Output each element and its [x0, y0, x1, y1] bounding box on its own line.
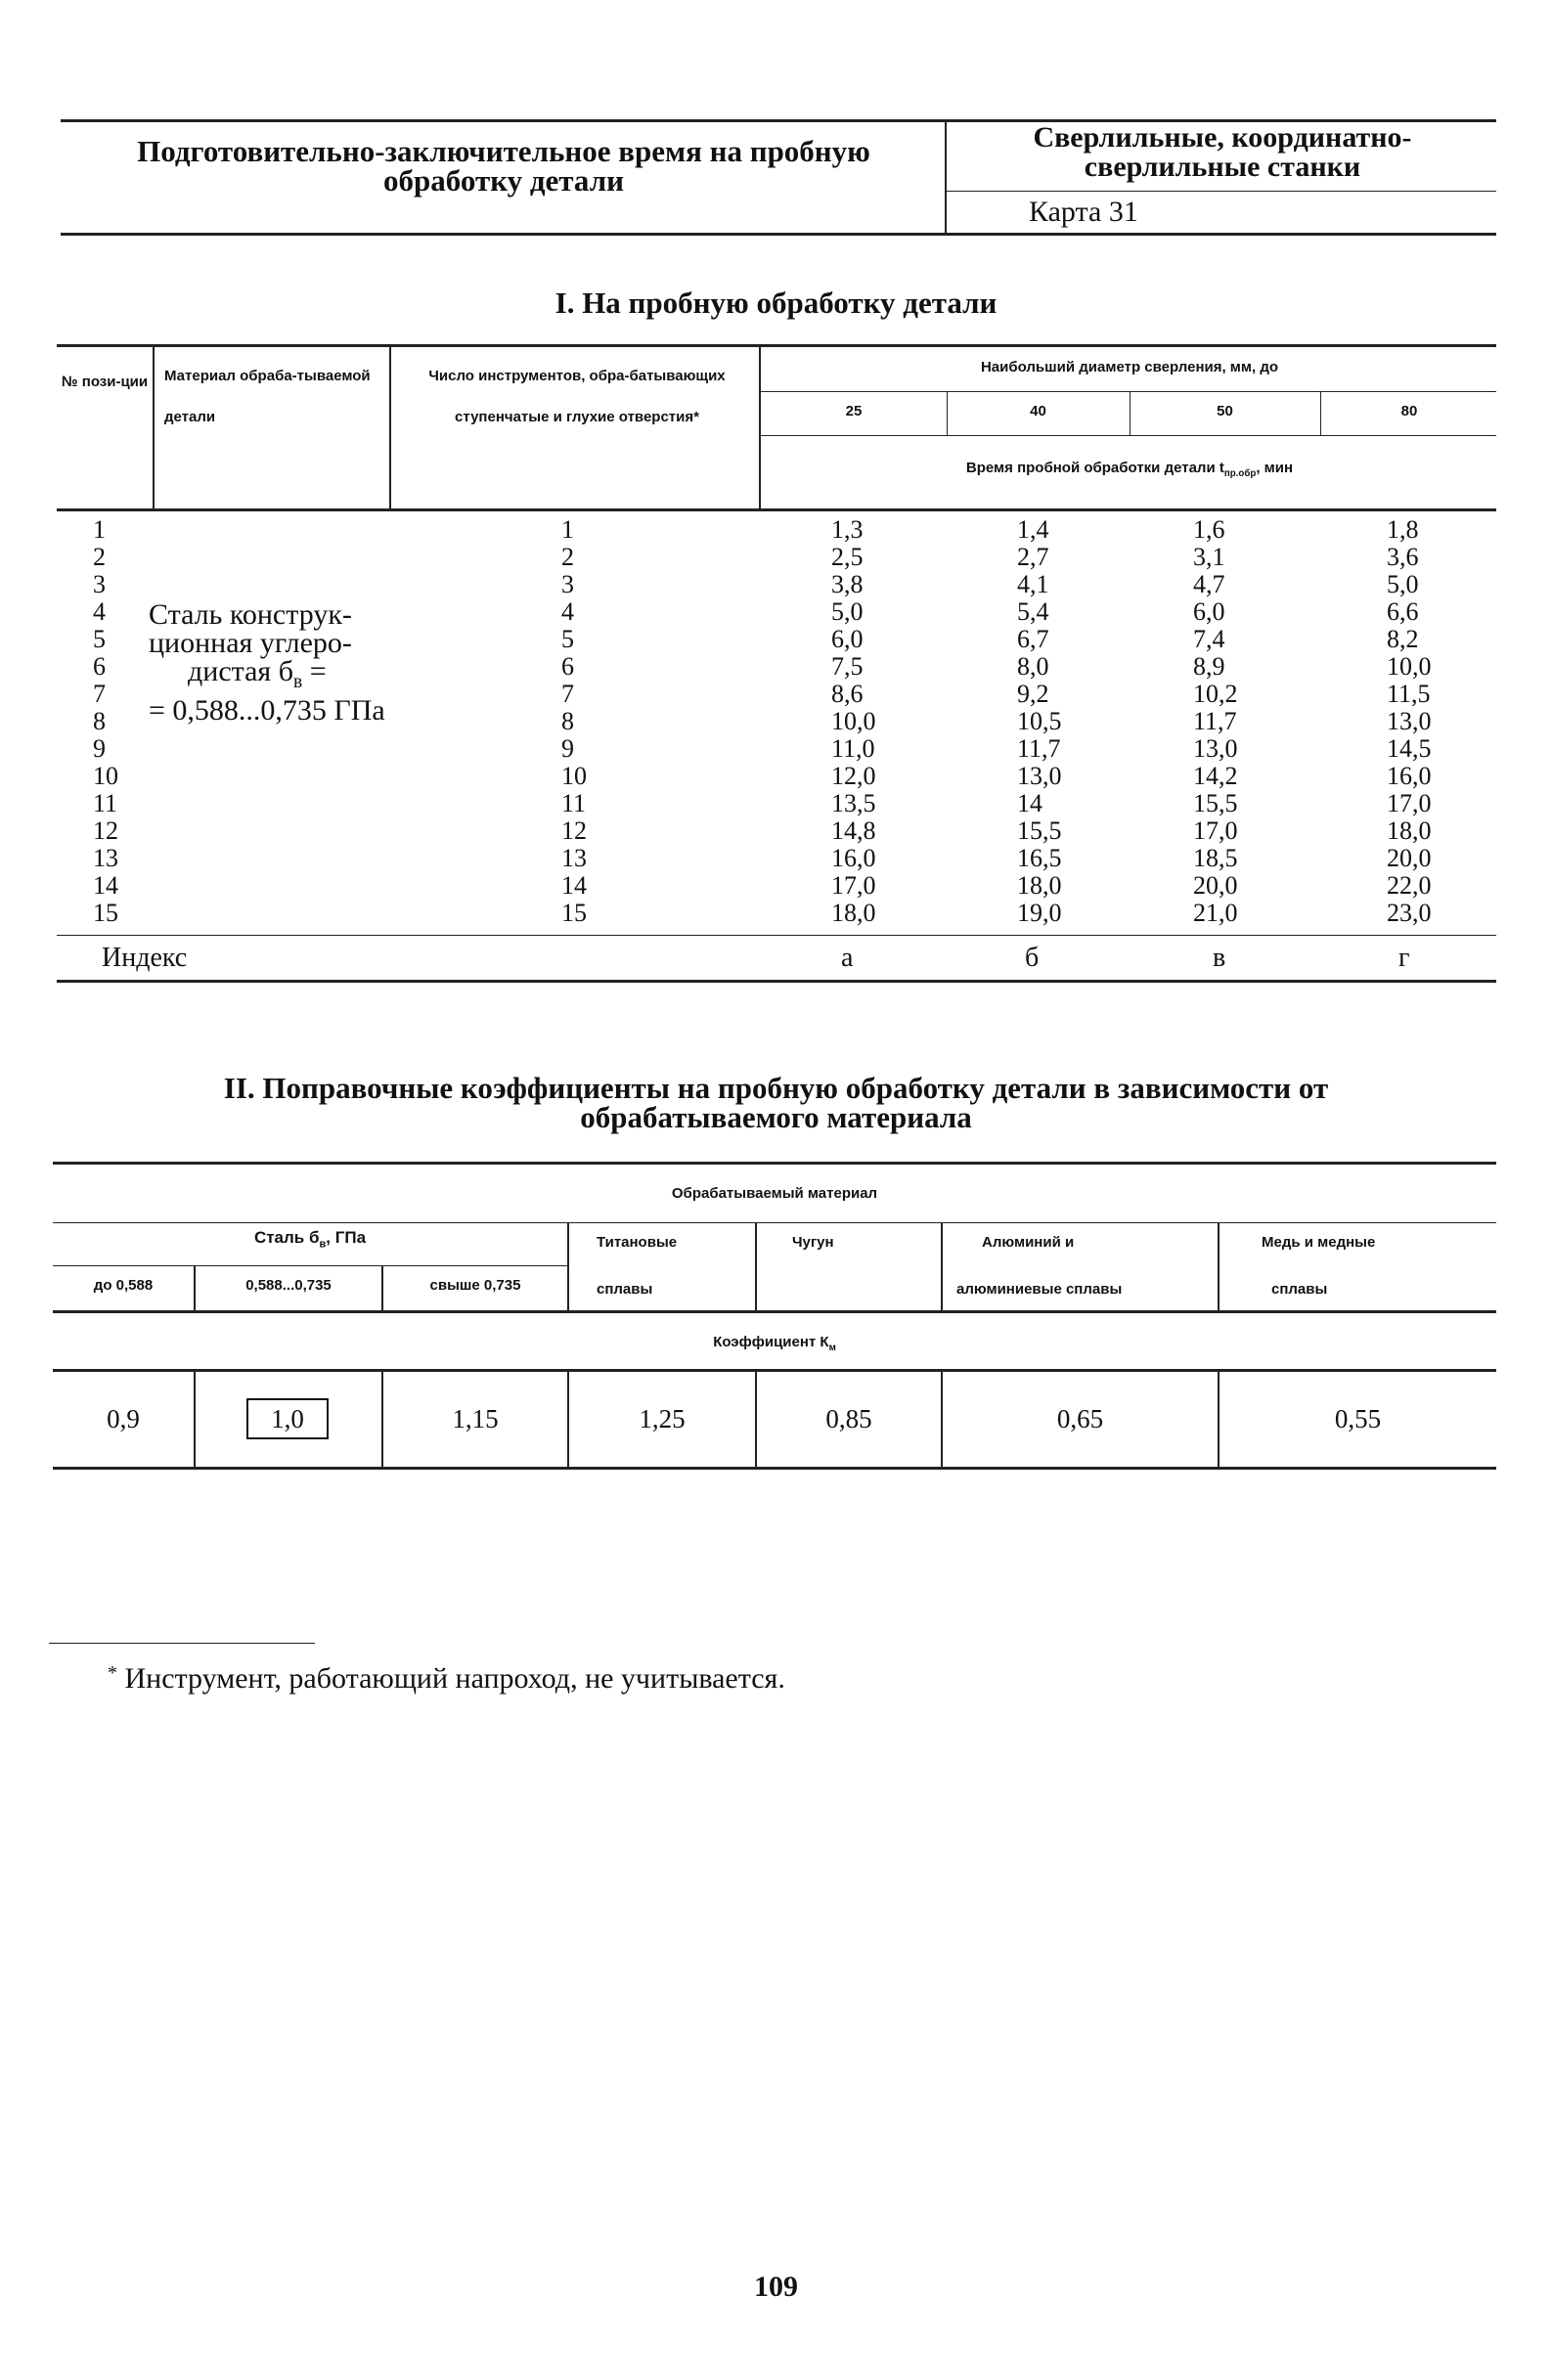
- time-cell: 1,8: [1387, 515, 1419, 544]
- time-cell: 8,2: [1387, 625, 1419, 653]
- time-cell: 13,5: [831, 789, 876, 817]
- time-column-a: [831, 516, 876, 927]
- time-cell: 11,7: [1193, 707, 1237, 735]
- steel-range: свыше 0,735: [429, 1277, 521, 1294]
- table1-v3: [759, 344, 761, 508]
- time-cell: 22,0: [1387, 871, 1432, 900]
- page-number: 109: [754, 2270, 798, 2303]
- time-cell: 1,4: [1017, 515, 1049, 544]
- coef-value: 1,25: [639, 1404, 686, 1433]
- time-cell: 6,0: [831, 625, 864, 653]
- material-line: = 0,588...0,735 ГПа: [149, 694, 385, 727]
- time-cell: 5,0: [1387, 570, 1419, 598]
- time-cell: 17,0: [1387, 789, 1432, 817]
- position-cell: 12: [93, 816, 118, 845]
- col-material-header: Материал обраба-тываемой детали: [164, 368, 371, 425]
- cast-iron: Чугун: [792, 1234, 834, 1251]
- coef-value: 0,65: [1056, 1404, 1104, 1433]
- time-cell: 12,0: [831, 762, 876, 790]
- table1-v4: [947, 391, 948, 435]
- tools-cell: 8: [561, 707, 574, 735]
- time-cell: 18,0: [831, 899, 876, 927]
- time-cell: 7,4: [1193, 625, 1225, 653]
- tools-cell: 6: [561, 652, 574, 681]
- material-line: Сталь конструк-: [149, 598, 352, 631]
- table1-v6: [1320, 391, 1321, 435]
- time-cell: 15,5: [1193, 789, 1238, 817]
- coef-header: Коэффициент $К_м$: [713, 1334, 836, 1353]
- tools-cell: 2: [561, 543, 574, 571]
- time-cell: 14,8: [831, 816, 876, 845]
- time-cell: 4,7: [1193, 570, 1225, 598]
- time-cell: 13,0: [1387, 707, 1432, 735]
- col-tools-header: Число инструментов, обра-батывающих ступенчатые и глухие отверстия*: [428, 368, 726, 425]
- time-cell: 18,0: [1387, 816, 1432, 845]
- index-label: Индекс: [102, 943, 188, 973]
- time-header: Время пробной обработки детали $t_{пр.обр}$, мин: [965, 460, 1294, 479]
- coef-value: 1,15: [452, 1404, 499, 1433]
- diameter-value: 50: [1217, 403, 1233, 419]
- header-bottom-rule: [61, 233, 1496, 236]
- time-cell: 6,6: [1387, 597, 1419, 626]
- tools-cell: 13: [561, 844, 587, 872]
- material-header-rule: [53, 1222, 1496, 1223]
- time-cell: 20,0: [1387, 844, 1432, 872]
- footnote-mark: *: [108, 1662, 117, 1684]
- position-cell: 2: [93, 543, 106, 571]
- table2-v7: [194, 1369, 196, 1467]
- tools-cell: 7: [561, 680, 574, 708]
- time-cell: 17,0: [831, 871, 876, 900]
- time-cell: 8,9: [1193, 652, 1225, 681]
- position-cell: 1: [93, 515, 106, 544]
- time-cell: 6,0: [1193, 597, 1225, 626]
- time-column-c: [1193, 516, 1238, 927]
- card-rule: [945, 191, 1496, 192]
- time-cell: 7,5: [831, 652, 864, 681]
- time-cell: 11,5: [1387, 680, 1431, 708]
- col-position-header: № пози-ции: [61, 374, 149, 390]
- tools-cell: 14: [561, 871, 587, 900]
- table2-v5: [941, 1222, 943, 1310]
- copper-line: Медь и медные: [1262, 1234, 1376, 1251]
- card-number: Карта 31: [1029, 196, 1138, 228]
- tools-cell: 1: [561, 515, 574, 544]
- materials-bottom-rule: [53, 1310, 1496, 1313]
- time-column-b: [1017, 516, 1062, 927]
- time-cell: 15,5: [1017, 816, 1062, 845]
- diameter-value: 25: [845, 403, 863, 419]
- coef-value: 0,9: [107, 1404, 140, 1433]
- tools-column: [561, 516, 587, 927]
- position-cell: 15: [93, 899, 118, 927]
- time-cell: 14: [1017, 789, 1042, 817]
- positions-column: [93, 516, 118, 927]
- material-header: Обрабатываемый материал: [671, 1185, 878, 1202]
- tools-cell: 12: [561, 816, 587, 845]
- position-cell: 13: [93, 844, 118, 872]
- position-cell: 3: [93, 570, 106, 598]
- coef-header-rule: [53, 1369, 1496, 1372]
- time-cell: 1,6: [1193, 515, 1225, 544]
- time-cell: 10,5: [1017, 707, 1062, 735]
- diameter-value: 40: [1030, 403, 1046, 419]
- diameter-header: Наибольший диаметр сверления, мм, до: [980, 359, 1279, 375]
- time-cell: 16,0: [831, 844, 876, 872]
- time-cell: 14,2: [1193, 762, 1238, 790]
- position-cell: 5: [93, 625, 106, 653]
- table2-v6: [1218, 1222, 1219, 1310]
- time-cell: 17,0: [1193, 816, 1238, 845]
- time-cell: 10,2: [1193, 680, 1238, 708]
- time-cell: 21,0: [1193, 899, 1238, 927]
- time-cell: 10,0: [1387, 652, 1432, 681]
- copper-line: сплавы: [1271, 1281, 1328, 1298]
- index-value: а: [841, 943, 854, 973]
- section1-title: I. На пробную обработку детали: [554, 286, 998, 320]
- tools-cell: 9: [561, 734, 574, 763]
- aluminium-line: алюминиевые сплавы: [956, 1281, 1123, 1298]
- time-cell: 18,0: [1017, 871, 1062, 900]
- position-cell: 4: [93, 597, 106, 626]
- position-cell: 9: [93, 734, 106, 763]
- material-cell: [149, 600, 385, 725]
- time-cell: 19,0: [1017, 899, 1062, 927]
- aluminium-line: Алюминий и: [982, 1234, 1075, 1251]
- header-left-title: Подготовительно-заключительное время на пробную обработку детали: [137, 134, 870, 198]
- index-value: б: [1025, 943, 1040, 973]
- steel-header: Сталь $б_в$, ГПа: [253, 1228, 367, 1251]
- diameter-rule: [759, 391, 1496, 392]
- material-line: ционная углеро-: [149, 627, 352, 659]
- time-cell: 13,0: [1017, 762, 1062, 790]
- position-cell: 11: [93, 789, 118, 817]
- material-line: дистая $б_в$ =: [188, 655, 327, 692]
- table1-header-bottom-rule: [57, 508, 1496, 511]
- index-value: в: [1213, 943, 1226, 973]
- time-cell: 11,7: [1017, 734, 1061, 763]
- time-cell: 8,6: [831, 680, 864, 708]
- time-cell: 16,5: [1017, 844, 1062, 872]
- position-cell: 14: [93, 871, 118, 900]
- diameter-value: 80: [1400, 403, 1418, 419]
- tools-cell: 5: [561, 625, 574, 653]
- index-value: г: [1398, 943, 1410, 973]
- section2-title: [0, 1071, 1552, 1134]
- index-rule: [57, 935, 1496, 936]
- position-cell: 6: [93, 652, 106, 681]
- titanium-line: сплавы: [597, 1281, 653, 1298]
- footnote: [108, 1662, 785, 1696]
- header-right-title: Сверлильные, координатно-сверлильные станки: [1033, 121, 1412, 183]
- table1-v1: [153, 344, 155, 508]
- time-cell: 5,4: [1017, 597, 1049, 626]
- time-cell: 13,0: [1193, 734, 1238, 763]
- time-cell: 6,7: [1017, 625, 1049, 653]
- steel-range: 0,588...0,735: [245, 1277, 332, 1294]
- table1-v2: [389, 344, 391, 508]
- header-divider: [945, 119, 947, 233]
- footnote-rule: [49, 1643, 315, 1644]
- coef-value: 0,55: [1334, 1404, 1382, 1433]
- table2-top-rule: [53, 1162, 1496, 1165]
- table1-v5: [1130, 391, 1131, 435]
- coef-value-boxed: 1,0: [246, 1398, 329, 1439]
- time-cell: 14,5: [1387, 734, 1432, 763]
- time-cell: 5,0: [831, 597, 864, 626]
- section2-title-line: II. Поправочные коэффициенты на пробную обработку детали в зависимости от: [223, 1071, 1329, 1105]
- tools-cell: 11: [561, 789, 587, 817]
- position-cell: 7: [93, 680, 106, 708]
- table2-v4: [755, 1222, 757, 1310]
- time-cell: 11,0: [831, 734, 875, 763]
- time-cell: 3,8: [831, 570, 864, 598]
- time-cell: 3,1: [1193, 543, 1225, 571]
- titanium-line: Титановые: [597, 1234, 678, 1251]
- section2-title-line: обрабатываемого материала: [580, 1100, 972, 1134]
- tools-cell: 3: [561, 570, 574, 598]
- time-cell: 9,2: [1017, 680, 1049, 708]
- tools-cell: 10: [561, 762, 587, 790]
- time-cell: 16,0: [1387, 762, 1432, 790]
- time-column-d: [1387, 516, 1432, 927]
- diameter-values-rule: [759, 435, 1496, 436]
- table1-bottom-rule: [57, 980, 1496, 983]
- time-cell: 18,5: [1193, 844, 1238, 872]
- table1-top-rule: [57, 344, 1496, 347]
- coef-value: 0,85: [825, 1404, 872, 1433]
- time-cell: 1,3: [831, 515, 864, 544]
- steel-range: до 0,588: [93, 1277, 154, 1294]
- position-cell: 10: [93, 762, 118, 790]
- time-cell: 8,0: [1017, 652, 1049, 681]
- time-cell: 23,0: [1387, 899, 1432, 927]
- table2-v3: [567, 1222, 569, 1310]
- time-cell: 2,7: [1017, 543, 1049, 571]
- time-cell: 2,5: [831, 543, 864, 571]
- tools-cell: 4: [561, 597, 574, 626]
- footnote-text: Инструмент, работающий напроход, не учитывается.: [124, 1662, 785, 1695]
- position-cell: 8: [93, 707, 106, 735]
- steel-rule: [53, 1265, 567, 1266]
- time-cell: 10,0: [831, 707, 876, 735]
- time-cell: 20,0: [1193, 871, 1238, 900]
- table2-bottom-rule: [53, 1467, 1496, 1470]
- tools-cell: 15: [561, 899, 587, 927]
- time-cell: 3,6: [1387, 543, 1419, 571]
- time-cell: 4,1: [1017, 570, 1049, 598]
